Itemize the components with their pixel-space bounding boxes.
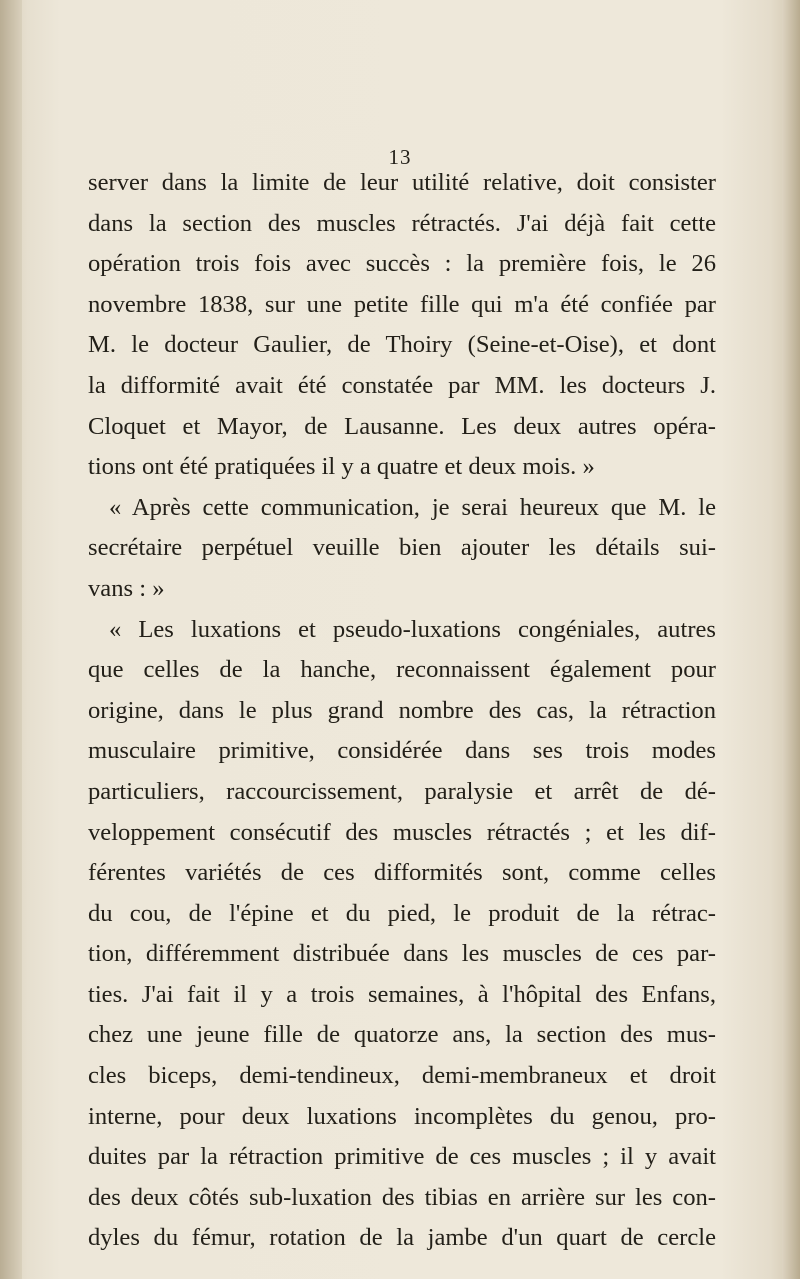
text-line: « Après cette communication, je serai heureux que M. le (109, 493, 716, 521)
text-line: server dans la limite de leur utilité relative, doit consister (88, 169, 716, 196)
text-line: particuliers, raccourcissement, paralysie et arrêt de dé- (88, 777, 716, 805)
text-line: novembre 1838, sur une petite fille qui m'a été confiée par (88, 290, 716, 318)
page-binding-edge (0, 0, 22, 1279)
text-line: dyles du fémur, rotation de la jambe d'un quart de cercle (88, 1224, 716, 1252)
text-line: ties. J'ai fait il y a trois semaines, à l'hôpital des Enfans, (88, 980, 716, 1008)
page-number: 13 (388, 145, 412, 169)
text-line: tions ont été pratiquées il y a quatre et deux mois. » (88, 453, 595, 481)
text-line: Cloquet et Mayor, de Lausanne. Les deux autres opéra- (88, 412, 716, 440)
text-line: des deux côtés sub-luxation des tibias en arrière sur les con- (88, 1183, 716, 1211)
text-line: que celles de la hanche, reconnaissent également pour (88, 656, 716, 684)
text-line: férentes variétés de ces difformités sont, comme celles (88, 859, 716, 887)
text-line: dans la section des muscles rétractés. J'ai déjà fait cette (88, 209, 716, 237)
text-line: du cou, de l'épine et du pied, le produit de la rétrac- (88, 899, 716, 927)
text-line: secrétaire perpétuel veuille bien ajouter les détails sui- (88, 534, 716, 562)
text-line: origine, dans le plus grand nombre des cas, la rétraction (88, 696, 716, 724)
text-line: tion, différemment distribuée dans les muscles de ces par- (88, 940, 716, 968)
text-line: cles biceps, demi-tendineux, demi-membraneux et droit (88, 1062, 716, 1090)
text-line: duites par la rétraction primitive de ces muscles ; il y avait (88, 1143, 716, 1171)
text-line: « Les luxations et pseudo-luxations congéniales, autres (109, 615, 716, 643)
body-text (88, 163, 716, 1259)
text-line: veloppement consécutif des muscles rétractés ; et les dif- (88, 818, 716, 846)
text-line: musculaire primitive, considérée dans ses trois modes (88, 737, 716, 765)
text-line: vans : » (88, 574, 165, 602)
text-line: interne, pour deux luxations incomplètes du genou, pro- (88, 1102, 716, 1130)
text-line: la difformité avait été constatée par MM. les docteurs J. (88, 371, 716, 399)
text-line: chez une jeune fille de quatorze ans, la section des mus- (88, 1021, 716, 1049)
text-line: M. le docteur Gaulier, de Thoiry (Seine-et-Oise), et dont (88, 331, 716, 359)
page-outer-edge (782, 0, 800, 1279)
text-line: opération trois fois avec succès : la première fois, le 26 (88, 250, 716, 278)
